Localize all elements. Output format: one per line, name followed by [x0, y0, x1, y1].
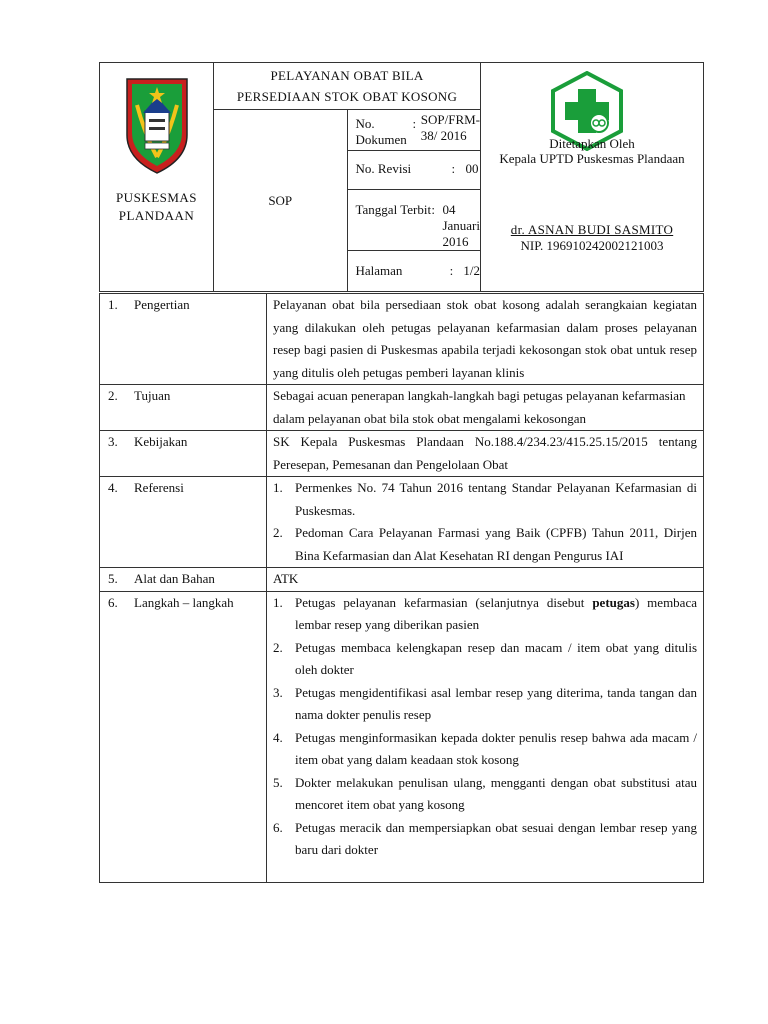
- section-number: 2.: [108, 388, 118, 403]
- step-text: Petugas meracik dan mempersiapkan obat sesuai dengan lembar resep yang baru dari dokter: [295, 819, 697, 857]
- section-label: Alat dan Bahan: [134, 571, 215, 586]
- title-line2: PERSEDIAAN STOK OBAT KOSONG: [236, 89, 458, 104]
- section-alat-bahan: [100, 568, 704, 592]
- section-text: Sebagai acuan penerapan langkah-langkah bagi petugas pelayanan kefarmasian dalam pelayanan obat bila stok obat mengalami kekosongan: [267, 385, 704, 431]
- step-text: Petugas menginformasikan kepada dokter penulis resep bahwa ada macam / item obat yang dalam keadaan stok kosong: [295, 729, 697, 767]
- document-title: [214, 63, 481, 110]
- org-name-line2: PLANDAAN: [118, 208, 195, 223]
- signer-nip: NIP. 196910242002121003: [520, 238, 664, 253]
- org-cell: [100, 63, 214, 292]
- list-item: 6. Petugas meracik dan mempersiapkan obat sesuai dengan lembar resep yang baru dari dokter: [273, 817, 697, 862]
- step-text: Petugas mengidentifikasi asal lembar resep yang diterima, tanda tangan dan nama dokter penulis resep: [295, 684, 697, 722]
- field-key: Halaman: [355, 263, 403, 278]
- authority-line1: Ditetapkan Oleh: [549, 136, 635, 151]
- authority-line2: Kepala UPTD Puskesmas Plandaan: [499, 151, 685, 166]
- step-text: ) membaca lembar resep yang diberikan pasien: [295, 594, 697, 632]
- step-text: Petugas pelayanan kefarmasian (selanjutnya disebut: [295, 594, 593, 610]
- field-key: Tanggal Terbit: [355, 202, 432, 217]
- section-text: SK Kepala Puskesmas Plandaan No.188.4/234.23/415.25.15/2015 tentang Peresepan, Pemesanan dan Pengelolaan Obat: [267, 431, 704, 477]
- step-list: [267, 591, 704, 882]
- section-langkah: [100, 591, 704, 882]
- field-key: No. Revisi: [355, 161, 412, 176]
- sop-label: SOP: [214, 110, 348, 292]
- list-item: 1. Petugas pelayanan kefarmasian (selanjutnya disebut petugas) membaca lembar resep yang diberikan pasien: [273, 594, 697, 632]
- section-kebijakan: [100, 431, 704, 477]
- header-table: [99, 62, 704, 292]
- list-item: 3. Petugas mengidentifikasi asal lembar resep yang diterima, tanda tangan dan nama dokter penulis resep: [273, 682, 697, 727]
- section-text: Pelayanan obat bila persediaan stok obat kosong adalah serangkaian kegiatan yang dilakukan oleh petugas pelayanan kefarmasian dalam proses pelayanan resep bagi pasien di Puskesmas apabila terjadi kekosongan stok obat untuk resep yang ditulis oleh petugas pemberi layanan klinis: [267, 294, 704, 385]
- reference-list: [267, 477, 704, 568]
- step-text: Petugas membaca kelengkapan resep dan macam / item obat yang ditulis oleh dokter: [295, 639, 697, 677]
- section-number: 4.: [108, 480, 118, 495]
- authority-cell: [481, 63, 704, 292]
- regency-emblem-icon: [123, 75, 191, 175]
- step-text: Dokter melakukan penulisan ulang, mengganti dengan obat substitusi atau mencoret item obat yang kosong: [295, 774, 697, 812]
- field-sep: :: [431, 202, 436, 217]
- section-label: Tujuan: [134, 388, 171, 403]
- step-bold-term: petugas: [592, 594, 635, 610]
- reference-text: Permenkes No. 74 Tahun 2016 tentang Standar Pelayanan Kefarmasian di Puskesmas.: [295, 480, 697, 518]
- section-label: Pengertian: [134, 297, 190, 312]
- list-item: 2. Pedoman Cara Pelayanan Farmasi yang Baik (CPFB) Tahun 2011, Dirjen Bina Kefarmasian dan Alat Kesehatan RI dengan Pengurus IAI: [273, 522, 697, 567]
- section-label: Referensi: [134, 480, 184, 495]
- field-sep: :: [449, 263, 454, 278]
- field-value: 04 Januari 2016: [442, 202, 480, 249]
- section-number: 1.: [108, 297, 118, 312]
- field-tanggal-terbit: [347, 190, 481, 251]
- section-number: 3.: [108, 434, 118, 449]
- field-sep: :: [412, 116, 417, 131]
- field-sep: :: [451, 161, 456, 176]
- list-item: 4. Petugas menginformasikan kepada dokter penulis resep bahwa ada macam / item obat yang dalam keadaan stok kosong: [273, 727, 697, 772]
- org-name-line1: PUSKESMAS: [115, 190, 198, 205]
- list-item: 5. Dokter melakukan penulisan ulang, mengganti dengan obat substitusi atau mencoret item obat yang kosong: [273, 772, 697, 817]
- field-halaman: [347, 251, 481, 292]
- section-label: Kebijakan: [134, 434, 188, 449]
- field-no-revisi: [347, 151, 481, 190]
- field-value: 00: [465, 161, 479, 176]
- section-label: Langkah – langkah: [134, 594, 234, 610]
- section-referensi: [100, 477, 704, 568]
- section-number: 5.: [108, 571, 118, 586]
- section-pengertian: [100, 294, 704, 385]
- field-value: SOP/FRM-38/ 2016: [420, 112, 480, 143]
- field-value: 1/2: [463, 263, 480, 278]
- sop-content-table: [99, 293, 704, 883]
- signer-name: dr. ASNAN BUDI SASMITO: [510, 222, 674, 237]
- section-number: 6.: [108, 594, 118, 610]
- list-item: 2. Petugas membaca kelengkapan resep dan macam / item obat yang ditulis oleh dokter: [273, 637, 697, 682]
- title-line1: PELAYANAN OBAT BILA: [270, 68, 424, 83]
- section-text: ATK: [267, 568, 704, 592]
- list-item: 1. Permenkes No. 74 Tahun 2016 tentang Standar Pelayanan Kefarmasian di Puskesmas.: [273, 477, 697, 522]
- field-no-dokumen: [347, 110, 481, 151]
- field-key: No. Dokumen: [355, 116, 407, 147]
- reference-text: Pedoman Cara Pelayanan Farmasi yang Baik (CPFB) Tahun 2011, Dirjen Bina Kefarmasian dan Alat Kesehatan RI dengan Pengurus IAI: [295, 525, 697, 563]
- section-tujuan: [100, 385, 704, 431]
- regency-emblem: [100, 63, 213, 183]
